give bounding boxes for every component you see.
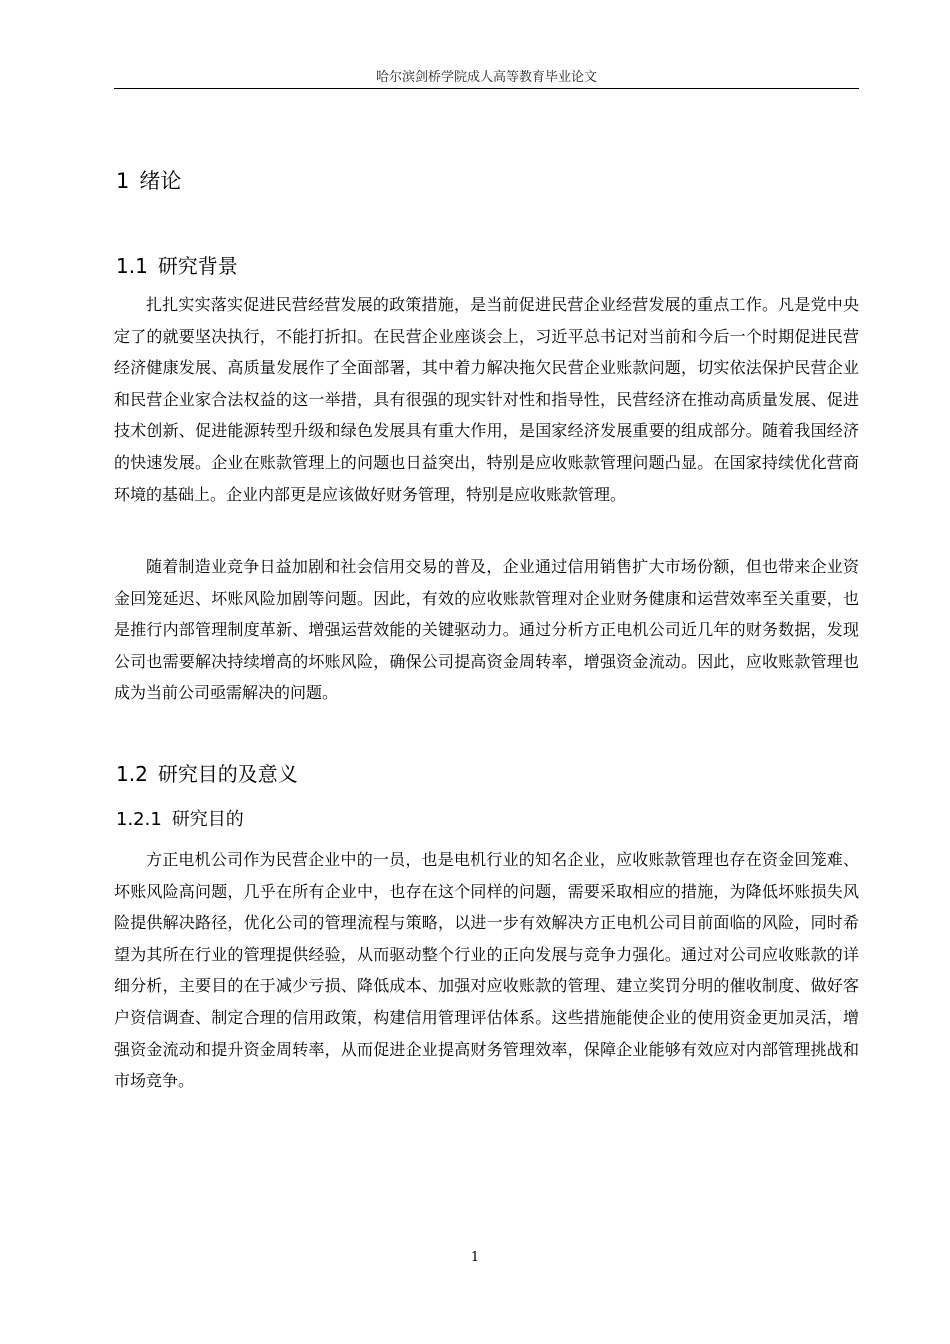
page-number: 1: [470, 1250, 480, 1265]
section-title: 研究背景: [157, 254, 238, 278]
section-title: 研究目的及意义: [157, 762, 298, 786]
header-rule: [114, 88, 859, 89]
section-number: 1.1: [116, 254, 148, 278]
subsection-title: 研究目的: [171, 809, 244, 830]
chapter-heading: [116, 165, 181, 195]
subsection-number: 1.2.1: [116, 809, 162, 830]
section-heading-1-2: [116, 758, 298, 787]
subsection-heading-1-2-1: [116, 805, 244, 831]
paragraph: 方正电机公司作为民营企业中的一员，也是电机行业的知名企业，应收账款管理也存在资金回笼难、坏账风险高问题，几乎在所有企业中，也存在这个同样的问题，需要采取相应的措施，为降低坏账损失风险提供解决路径，优化公司的管理流程与策略，以进一步有效解决方正电机公司目前面临的风险，同时希望为其所在行业的管理提供经验，从而驱动整个行业的正向发展与竞争力强化。通过对公司应收账款的详细分析，主要目的在于减少亏损、降低成本、加强对应收账款的管理、建立奖罚分明的催收制度、做好客户资信调查、制定合理的信用政策，构建信用管理评估体系。这些措施能使企业的使用资金更加灵活，增强资金流动和提升资金周转率，从而促进企业提高财务管理效率，保障企业能够有效应对内部管理挑战和市场竞争。: [114, 850, 859, 1091]
section-heading-1-1: [116, 250, 238, 279]
paragraph: 随着制造业竞争日益加剧和社会信用交易的普及，企业通过信用销售扩大市场份额，但也带来企业资金回笼延迟、坏账风险加剧等问题。因此，有效的应收账款管理对企业财务健康和运营效率至关重要，也是推行内部管理制度革新、增强运营效能的关键驱动力。通过分析方正电机公司近几年的财务数据，发现公司也需要解决持续增高的坏账风险，确保公司提高资金周转率，增强资金流动。因此，应收账款管理也成为当前公司亟需解决的问题。: [114, 557, 859, 703]
chapter-number: 1: [116, 169, 130, 193]
running-header: 哈尔滨剑桥学院成人高等教育毕业论文: [375, 70, 597, 85]
section-number: 1.2: [116, 762, 148, 786]
chapter-title: 绪论: [139, 169, 182, 193]
paragraph: 扎扎实实落实促进民营经营发展的政策措施，是当前促进民营企业经营发展的重点工作。凡是党中央定了的就要坚决执行，不能打折扣。在民营企业座谈会上，习近平总书记对当前和今后一个时期促进民营经济健康发展、高质量发展作了全面部署，其中着力解决拖欠民营企业账款问题，切实依法保护民营企业和民营企业家合法权益的这一举措，具有很强的现实针对性和指导性，民营经济在推动高质量发展、促进技术创新、促进能源转型升级和绿色发展具有重大作用，是国家经济发展重要的组成部分。随着我国经济的快速发展。企业在账款管理上的问题也日益突出，特别是应收账款管理问题凸显。在国家持续优化营商环境的基础上。企业内部更是应该做好财务管理，特别是应收账款管理。: [114, 295, 859, 504]
